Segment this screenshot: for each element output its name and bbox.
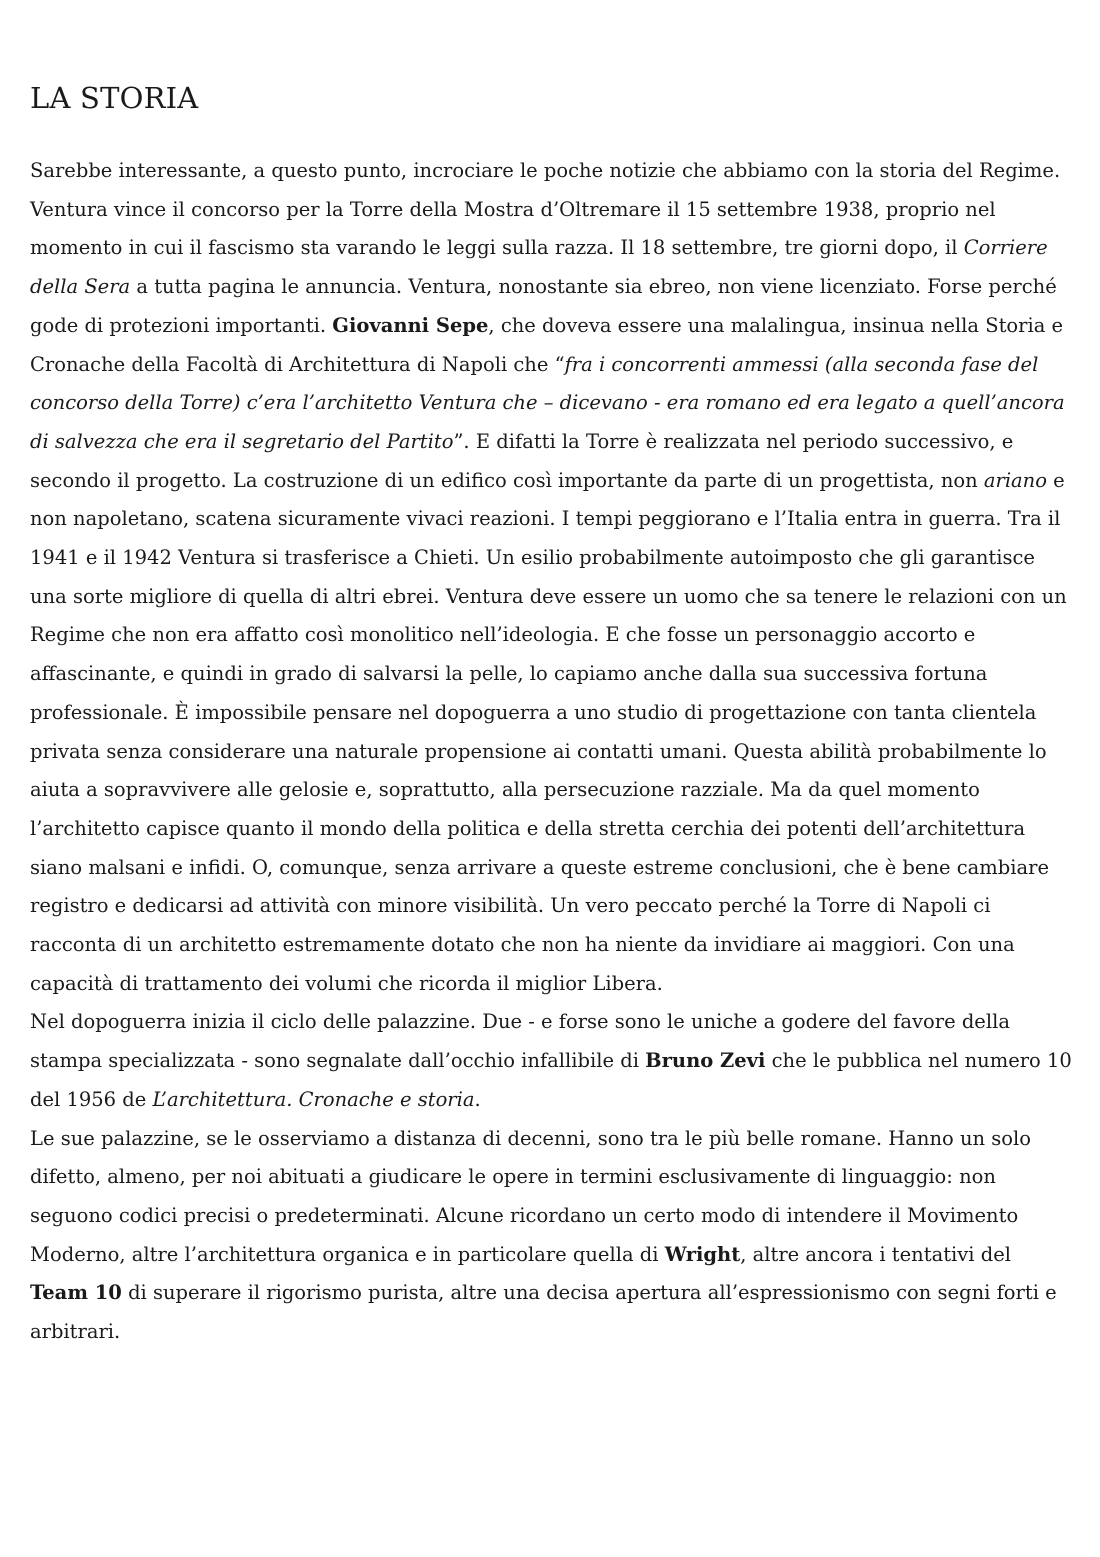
bold-name: Wright <box>664 1242 741 1266</box>
text-run: , che doveva essere una malalingua, insinua nella Storia e Cronache della Facoltà di Architettura di Napoli che “ <box>30 313 1064 376</box>
text-run: Le sue palazzine, se le osserviamo a distanza di decenni, sono tra le più belle romane. Hanno un solo difetto, almeno, per noi abituati a giudicare le opere in termini esclusivamente di linguaggio: non seguono codici precisi o predeterminati. Alcune ricordano un certo modo di intendere il Movimento Moderno, altre l’architettura organica e in particolare quella di <box>30 1126 1032 1266</box>
paragraph <box>30 1120 1074 1352</box>
text-run: a tutta pagina le annuncia. Ventura, nonostante sia ebreo, non viene licenziato. Forse perché gode di protezioni importanti. <box>30 275 1057 337</box>
text-run: ”. E difatti la Torre è realizzata nel periodo successivo, e secondo il progetto. La costruzione di un edifico così importante da parte di un progettista, non <box>30 429 1014 492</box>
text-run: . <box>474 1087 481 1111</box>
article-section <box>30 76 1074 1352</box>
text-run: e non napoletano, scatena sicuramente vivaci reazioni. I tempi peggiorano e l’Italia entra in guerra. Tra il 1941 e il 1942 Ventura si trasferisce a Chieti. Un esilio probabilmente autoimposto che gli garantisce una sorte migliore di quella di altri ebrei. Ventura deve essere un uomo che sa tenere le relazioni con un Regime che non era affatto così monolitico nell’ideologia. E che fosse un personaggio accorto e affascinante, e quindi in grado di salvarsi la pelle, lo capiamo anche dalla sua successiva fortuna professionale. È impossibile pensare nel dopoguerra a uno studio di progettazione con tanta clientela privata senza considerare una naturale propensione ai contatti umani. Questa abilità probabilmente lo aiuta a sopravvivere alle gelosie e, soprattutto, alla persecuzione razziale. Ma da quel momento l’architetto capisce quanto il mondo della politica e della stretta cerchia dei potenti dell’architettura siano malsani e infidi. O, comunque, senza arrivare a queste estreme conclusioni, che è bene cambiare registro e dedicarsi ad attività con minore visibilità. Un vero peccato perché la Torre di Napoli ci racconta di un architetto estremamente dotato che non ha niente da invidiare ai maggiori. Con una capacità di trattamento dei volumi che ricorda il miglior Libera. <box>30 468 1067 995</box>
bold-name: Giovanni Sepe <box>332 313 489 337</box>
bold-name: Bruno Zevi <box>645 1049 766 1073</box>
text-run: che le pubblica nel numero 10 del 1956 de <box>30 1049 1072 1111</box>
text-run: , altre ancora i tentativi del <box>740 1242 1011 1266</box>
text-run: Nel dopoguerra inizia il ciclo delle palazzine. Due - e forse sono le uniche a godere del favore della stampa specializzata - sono segnalate dall’occhio infallibile di <box>30 1010 1010 1073</box>
text-run: Sarebbe interessante, a questo punto, incrociare le poche notizie che abbiamo con la storia del Regime. Ventura vince il concorso per la Torre della Mostra d’Oltremare il 15 settembre 1938, proprio nel momento in cui il fascismo sta varando le leggi sulla razza. Il 18 settembre, tre giorni dopo, il <box>30 159 1061 260</box>
bold-name: Team 10 <box>30 1281 122 1305</box>
text-run: di superare il rigorismo purista, altre una decisa apertura all’espressionismo con segni forti e arbitrari. <box>30 1281 1057 1344</box>
paragraph <box>30 1003 1074 1119</box>
paragraph <box>30 152 1074 1003</box>
italic-text: fra i concorrenti ammessi (alla seconda fase del concorso della Torre) c’era l’architetto Ventura che – dicevano - era romano ed era legato a quell’ancora di salvezza che era il segretario del Partito <box>30 352 1065 453</box>
section-title: LA STORIA <box>30 81 199 115</box>
italic-text: L’architettura. Cronache e storia <box>152 1087 475 1111</box>
article-body <box>30 152 1074 1352</box>
italic-text: Corriere della Sera <box>30 236 1048 299</box>
italic-text: ariano <box>983 468 1047 492</box>
